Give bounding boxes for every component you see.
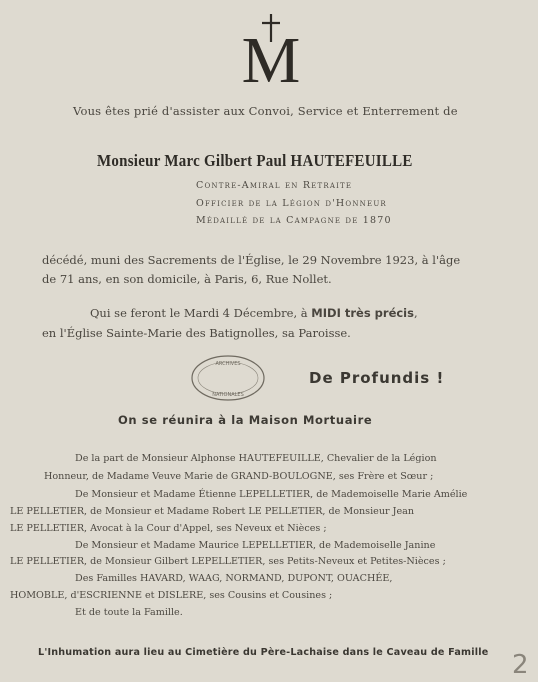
monogram-letter: M <box>241 24 301 84</box>
family-line-4: LE PELLETIER, de Monsieur et Madame Robert LE PELLETIER, de Monsieur Jean <box>10 506 415 517</box>
invitation-text: Vous êtes prié d'assister aux Convoi, Service et Enterrement de <box>73 104 458 118</box>
family-line-3: De Monsieur et Madame Étienne LEPELLETIER, de Mademoiselle Marie Amélie <box>75 489 468 500</box>
family-line-8: Des Familles HAVARD, WAAG, NORMAND, DUPONT, OUACHÉE, <box>75 573 393 584</box>
family-line-7: LE PELLETIER, de Monsieur Gilbert LEPELLETIER, ses Petits-Neveux et Petites-Nièces ; <box>10 556 446 567</box>
deceased-name: Monsieur Marc Gilbert Paul HAUTEFEUILLE <box>97 151 413 170</box>
death-notice-line-1: décédé, muni des Sacrements de l'Église, le 29 Novembre 1923, à l'âge <box>42 253 461 267</box>
title-medal: Médaillé de la Campagne de 1870 <box>196 215 392 226</box>
service-time-emphasis: MIDI très précis <box>311 306 414 320</box>
reunion-notice: On se réunira à la Maison Mortuaire <box>118 413 373 427</box>
family-line-10: Et de toute la Famille. <box>75 607 183 618</box>
archives-stamp-icon <box>188 352 268 404</box>
stamp-bottom-text: NATIONALES <box>212 392 244 398</box>
service-line-1 <box>90 306 418 321</box>
cross-monogram-icon <box>238 12 304 84</box>
family-line-5: LE PELLETIER, Avocat à la Cour d'Appel, ses Neveux et Nièces ; <box>10 523 327 534</box>
title-legion: Officier de la Légion d'Honneur <box>196 198 387 209</box>
title-rank: Contre-Amiral en Retraite <box>196 180 353 191</box>
stamp-top-text: ARCHIVES <box>215 361 241 367</box>
death-notice-line-2: de 71 ans, en son domicile, à Paris, 6, Rue Nollet. <box>42 272 332 286</box>
family-line-9: HOMOBLE, d'ESCRIENNE et DISLERE, ses Cousins et Cousines ; <box>10 590 333 601</box>
service-time-prefix: Qui se feront le Mardi 4 Décembre, à <box>90 306 312 320</box>
family-line-2: Honneur, de Madame Veuve Marie de GRAND-BOULOGNE, ses Frère et Sœur ; <box>44 471 434 482</box>
family-line-6: De Monsieur et Madame Maurice LEPELLETIER, de Mademoiselle Janine <box>75 540 436 551</box>
inhumation-notice: L'Inhumation aura lieu au Cimetière du Père-Lachaise dans le Caveau de Famille <box>38 647 489 658</box>
de-profundis: De Profundis ! <box>309 369 445 387</box>
family-line-1: De la part de Monsieur Alphonse HAUTEFEUILLE, Chevalier de la Légion <box>75 453 437 464</box>
service-line-2: en l'Église Sainte-Marie des Batignolles, sa Paroisse. <box>42 326 351 340</box>
page-number: 2 <box>512 650 529 680</box>
service-time-suffix: , <box>413 306 418 320</box>
